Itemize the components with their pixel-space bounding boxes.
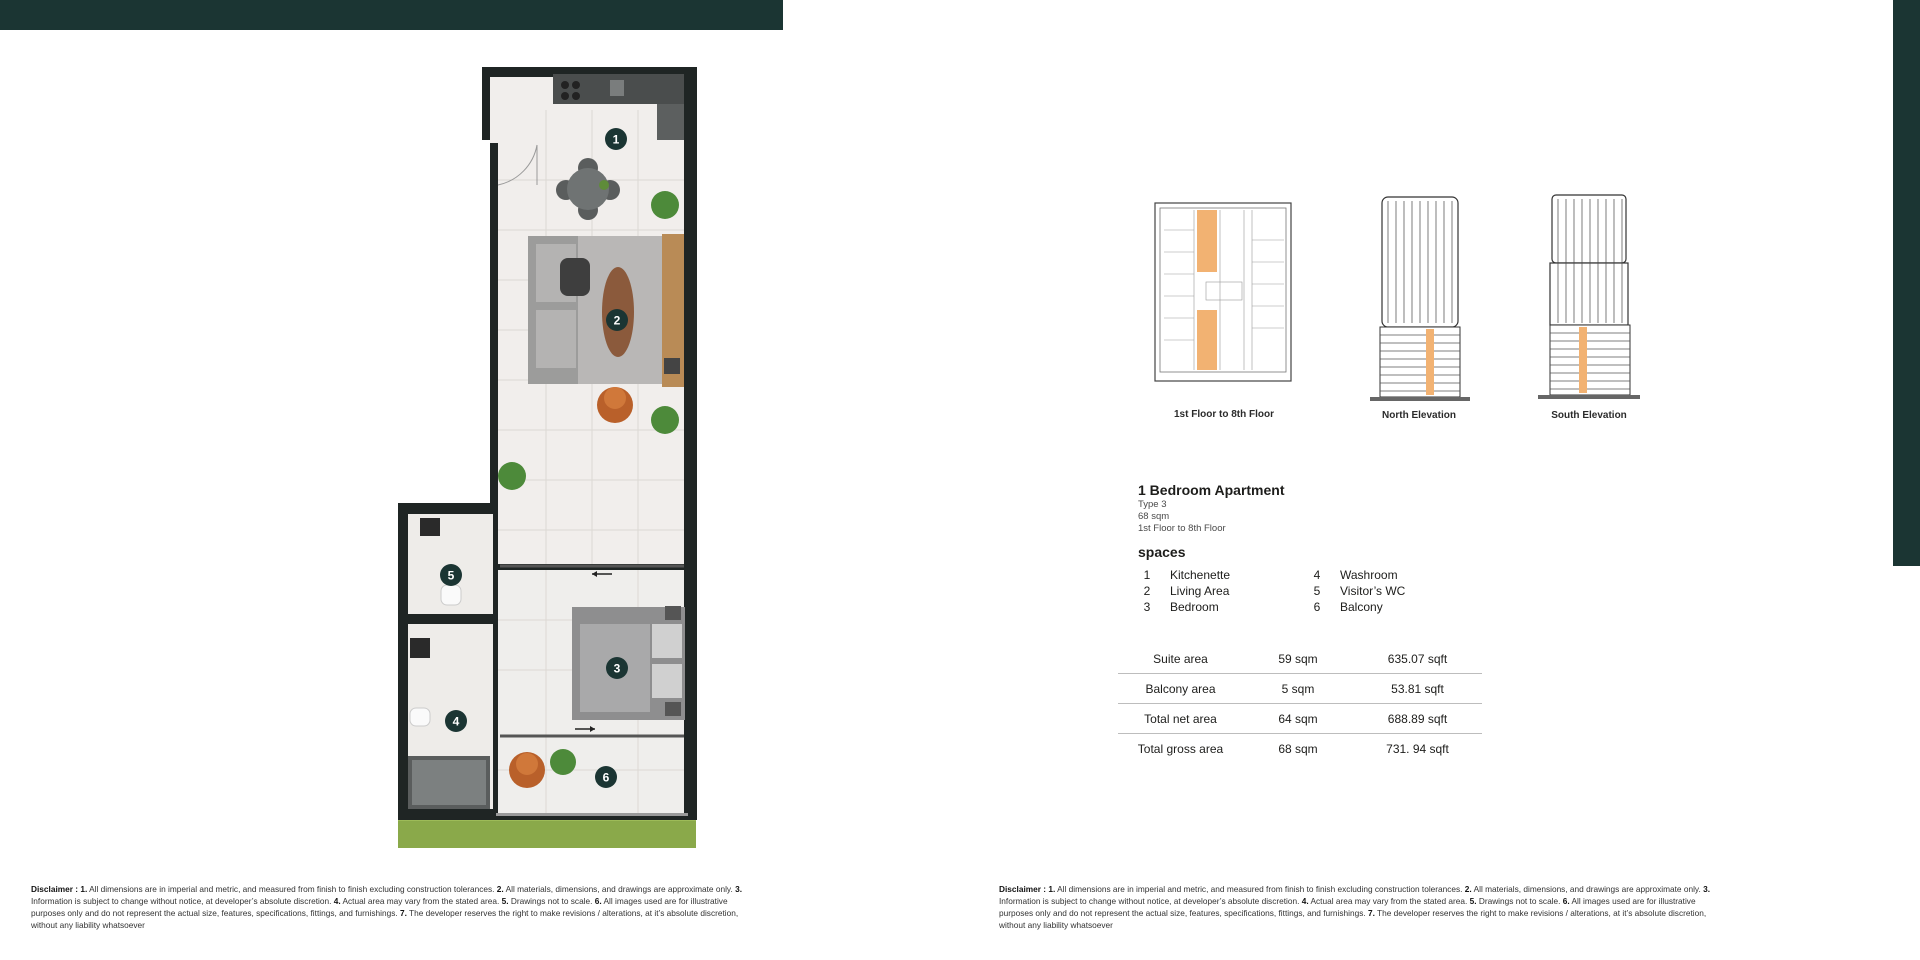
north-elevation-caption: North Elevation <box>1382 410 1456 421</box>
svg-text:5: 5 <box>447 568 455 583</box>
area-sqft: 635.07 sqft <box>1353 644 1482 674</box>
space-label: Balcony <box>1340 600 1383 614</box>
disclaimer-right: Disclaimer : 1. All dimensions are in imperial and metric, and measured from finish to finish excluding construction tolerances. 2. All materials, dimensions, and drawings are approximate only. 3. Information is subject to change without notice, at developer’s absolute discretion. 4. Actual area may vary from the stated area. 5. Drawings not to scale. 6. All images used are for illustrative purposes only and do not represent the actual size, features, specifications, fittings, and furnishings. 7. The developer reserves the right to make revisions / alterations, at it’s absolute discretion, without any liability whatsoever <box>999 884 1710 930</box>
space-label: Washroom <box>1340 568 1398 582</box>
grass-strip <box>398 820 696 848</box>
apartment-title: 1 Bedroom Apartment <box>1138 482 1285 498</box>
table-row <box>1118 734 1482 764</box>
space-number: 2 <box>1143 584 1151 598</box>
apartment-size: 68 sqm <box>1138 511 1170 522</box>
marker-2 <box>606 309 628 331</box>
marker-6 <box>595 766 617 788</box>
area-sqm: 59 sqm <box>1243 644 1353 674</box>
space-number: 4 <box>1313 568 1321 582</box>
area-sqm: 64 sqm <box>1243 704 1353 734</box>
top-brand-bar <box>0 0 783 30</box>
side-brand-bar <box>1893 0 1920 566</box>
table-row <box>1118 674 1482 704</box>
area-sqft: 731. 94 sqft <box>1386 741 1449 756</box>
svg-text:6: 6 <box>602 770 610 785</box>
area-label: Total net area <box>1118 704 1243 734</box>
south-elevation <box>1534 193 1644 407</box>
table-row <box>1118 644 1482 674</box>
marker-1 <box>605 128 627 150</box>
disclaimer-left: Disclaimer : 1. All dimensions are in imperial and metric, and measured from finish to finish excluding construction tolerances. 2. All materials, dimensions, and drawings are approximate only. 3. Information is subject to change without notice, at developer’s absolute discretion. 4. Actual area may vary from the stated area. 5. Drawings not to scale. 6. All images used are for illustrative purposes only and do not represent the actual size, features, specifications, fittings, and furnishings. 7. The developer reserves the right to make revisions / alterations, at it’s absolute discretion, without any liability whatsoever <box>31 884 742 930</box>
apartment-type: Type 3 <box>1138 499 1167 510</box>
floor-plan <box>395 62 700 852</box>
area-sqft: 53.81 sqft <box>1353 674 1482 704</box>
space-label: Bedroom <box>1170 600 1219 614</box>
marker-4 <box>445 710 467 732</box>
area-sqft: 688.89 sqft <box>1353 704 1482 734</box>
area-table <box>1118 644 1482 763</box>
svg-text:2: 2 <box>613 313 621 328</box>
area-label: Total gross area <box>1137 741 1224 756</box>
space-label: Visitor’s WC <box>1340 584 1406 598</box>
space-number: 1 <box>1143 568 1151 582</box>
north-elevation <box>1366 195 1476 407</box>
area-label: Balcony area <box>1118 674 1243 704</box>
floor-keyplan <box>1154 202 1294 382</box>
space-label: Kitchenette <box>1170 568 1231 582</box>
marker-5 <box>440 564 462 586</box>
space-number: 3 <box>1143 600 1151 614</box>
apartment-floors: 1st Floor to 8th Floor <box>1138 523 1226 534</box>
table-row <box>1118 704 1482 734</box>
space-label: Living Area <box>1170 584 1230 598</box>
area-label: Suite area <box>1118 644 1243 674</box>
svg-text:4: 4 <box>452 714 460 729</box>
south-elevation-caption: South Elevation <box>1551 410 1627 421</box>
marker-3 <box>606 657 628 679</box>
svg-text:1: 1 <box>612 132 620 147</box>
area-sqm: 5 sqm <box>1243 674 1353 704</box>
floor-keyplan-caption: 1st Floor to 8th Floor <box>1174 409 1274 420</box>
svg-text:3: 3 <box>613 661 621 676</box>
space-number: 5 <box>1313 584 1321 598</box>
spaces-heading: spaces <box>1138 544 1186 560</box>
space-number: 6 <box>1313 600 1321 614</box>
area-sqm: 68 sqm <box>1278 741 1318 756</box>
